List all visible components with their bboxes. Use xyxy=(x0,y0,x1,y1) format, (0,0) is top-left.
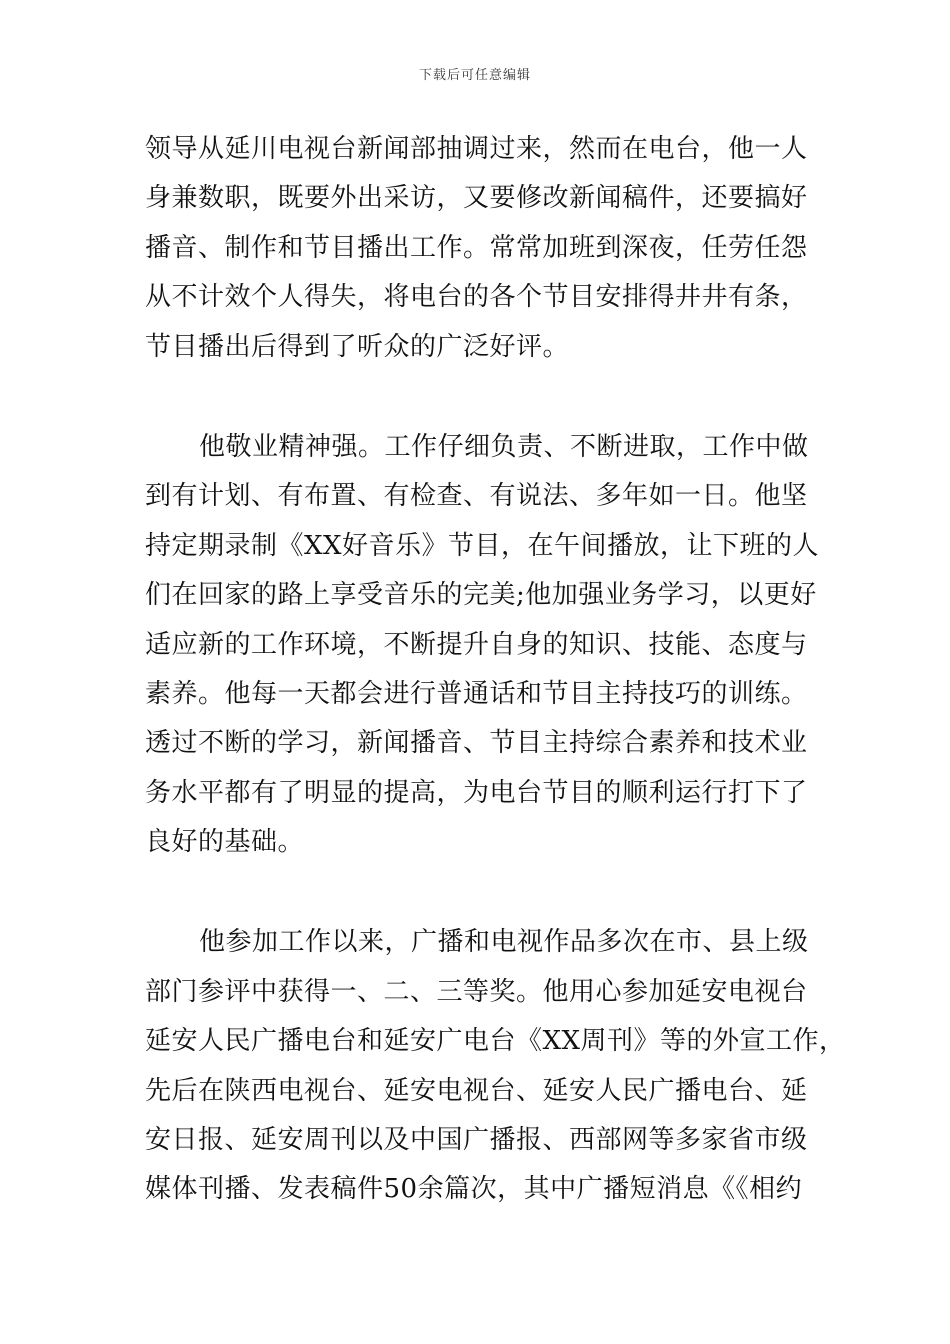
text-line: 领导从延川电视台新闻部抽调过来，然而在电台，他一人 xyxy=(145,134,808,164)
text-line: 身兼数职，既要外出采访，又要修改新闻稿件，还要搞好 xyxy=(145,183,808,214)
text-line: 透过不断的学习，新闻播音、节目主持综合素养和技术业 xyxy=(145,728,808,759)
text-line: 素养。他每一天都会进行普通话和节目主持技巧的训练。 xyxy=(145,678,808,709)
text-line: 延安人民广播电台和延安广电台《XX周刊》等的外宣工作， xyxy=(145,1026,846,1057)
text-line: 们在回家的路上享受音乐的完美;他加强业务学习，以更好 xyxy=(145,580,817,611)
paragraph-spacer xyxy=(145,372,815,423)
paragraph-1 xyxy=(145,125,815,372)
text-line: 持定期录制《XX好音乐》节目，在午间播放，让下班的人 xyxy=(145,530,820,561)
text-line: 安日报、延安周刊以及中国广播报、西部网等多家省市级 xyxy=(145,1125,808,1156)
document-body xyxy=(145,125,846,1215)
text-line: 他参加工作以来，广播和电视作品多次在市、县上级 xyxy=(199,927,809,958)
text-line: 到有计划、有布置、有检查、有说法、多年如一日。他坚 xyxy=(145,481,808,512)
text-line: 适应新的工作环境，不断提升自身的知识、技能、态度与 xyxy=(145,629,808,660)
text-line: 先后在陕西电视台、延安电视台、延安人民广播电台、延 xyxy=(145,1075,808,1106)
paragraph-3 xyxy=(145,918,846,1214)
paragraph-spacer xyxy=(145,867,815,918)
text-line: 部门参评中获得一、二、三等奖。他用心参加延安电视台 xyxy=(145,976,808,1007)
text-line: 良好的基础。 xyxy=(145,827,305,858)
text-line: 媒体刊播、发表稿件50余篇次，其中广播短消息《《相约 xyxy=(145,1174,803,1205)
text-line: 务水平都有了明显的提高，为电台节目的顺利运行打下了 xyxy=(145,777,808,808)
text-line: 他敬业精神强。工作仔细负责、不断进取，工作中做 xyxy=(199,431,809,462)
paragraph-2 xyxy=(145,423,820,868)
text-line: 从不计效个人得失，将电台的各个节目安排得井井有条， xyxy=(145,282,808,313)
text-line: 播音、制作和节目播出工作。常常加班到深夜，任劳任怨 xyxy=(145,232,808,263)
page-header: 下载后可任意编辑 xyxy=(418,68,531,83)
text-line: 节目播出后得到了听众的广泛好评。 xyxy=(145,331,570,362)
